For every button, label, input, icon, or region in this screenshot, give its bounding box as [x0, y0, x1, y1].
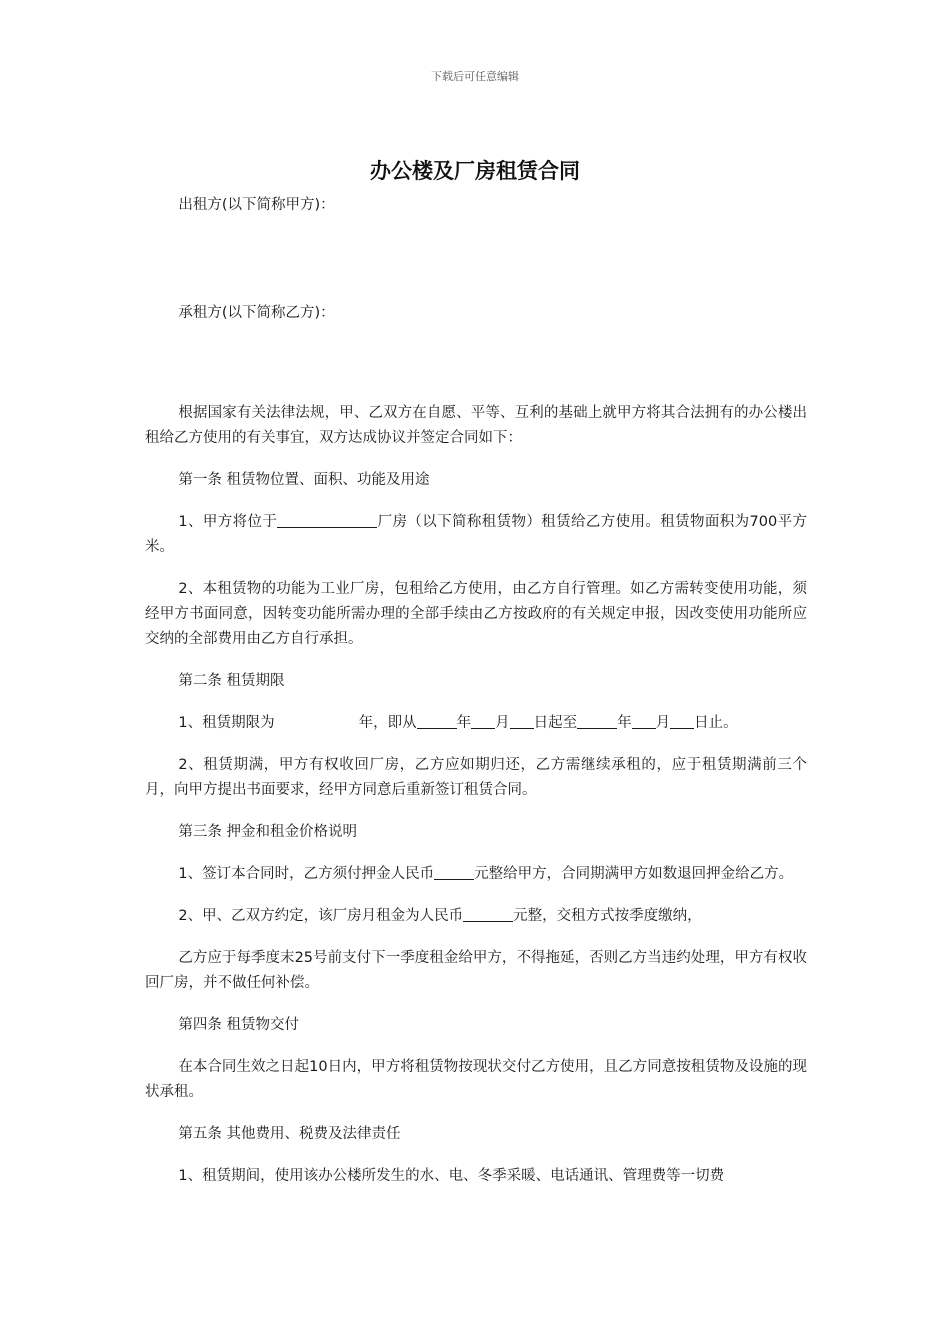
article-1-clause-2: 2、本租赁物的功能为工业厂房，包租给乙方使用，由乙方自行管理。如乙方需转变使用功能，须经甲方书面同意，因转变功能所需办理的全部手续由乙方按政府的有关规定申报，因改变使用功能所应交纳的全部费用由乙方自行承担。 — [145, 581, 807, 647]
clause-text: 月 — [495, 715, 510, 731]
article-3-heading: 第三条 押金和租金价格说明 — [178, 824, 357, 840]
start-month-blank[interactable] — [471, 712, 495, 729]
start-year-blank[interactable] — [417, 712, 457, 729]
page-header: 下载后可任意编辑 — [431, 70, 519, 83]
article-2-clause-1 — [145, 711, 807, 736]
article-4-clause-1: 在本合同生效之日起10日内，甲方将租赁物按现状交付乙方使用，且乙方同意按租赁物及设施的现状承租。 — [145, 1059, 807, 1100]
lessor-blank-space — [145, 218, 807, 301]
clause-text: 月 — [655, 715, 671, 731]
clause-text: 1、租赁期限为 — [178, 715, 275, 731]
end-month-blank[interactable] — [632, 712, 656, 729]
article-4-heading: 第四条 租赁物交付 — [178, 1017, 299, 1033]
clause-text: 日止。 — [694, 715, 738, 731]
clause-text: 年 — [617, 715, 632, 731]
end-day-blank[interactable] — [670, 712, 694, 729]
rent-amount-blank[interactable] — [463, 905, 513, 922]
lessor-line: 出租方(以下简称甲方)： — [178, 197, 335, 213]
article-3-clause-3: 乙方应于每季度末25号前支付下一季度租金给甲方，不得拖延，否则乙方当违约处理，甲方有权收回厂房，并不做任何补偿。 — [145, 950, 807, 991]
clause-text: 年，即从 — [358, 715, 417, 731]
clause-text: 2、甲、乙双方约定，该厂房月租金为人民币 — [178, 908, 464, 924]
start-day-blank[interactable] — [510, 712, 534, 729]
clause-text: 元整，交租方式按季度缴纳， — [513, 908, 702, 924]
clause-text: 1、签订本合同时，乙方须付押金人民币 — [178, 866, 435, 882]
article-1-heading: 第一条 租赁物位置、面积、功能及用途 — [178, 472, 430, 488]
clause-text: 1、甲方将位于 — [178, 514, 278, 530]
article-3-clause-2 — [145, 904, 807, 929]
clause-text: 元整给甲方，合同期满甲方如数退回押金给乙方。 — [474, 866, 794, 882]
lessee-blank-space — [145, 326, 807, 401]
document-body — [145, 193, 807, 1206]
article-2-heading: 第二条 租赁期限 — [178, 673, 285, 689]
clause-text: 日起至 — [533, 715, 578, 731]
article-2-clause-2: 2、租赁期满，甲方有权收回厂房，乙方应如期归还，乙方需继续承租的，应于租赁期满前三个月，向甲方提出书面要求，经甲方同意后重新签订租赁合同。 — [145, 757, 807, 798]
document-title: 办公楼及厂房租赁合同 — [370, 159, 580, 183]
end-year-blank[interactable] — [577, 712, 617, 729]
article-5-heading: 第五条 其他费用、税费及法律责任 — [178, 1126, 401, 1142]
article-5-clause-1: 1、租赁期间，使用该办公楼所发生的水、电、冬季采暖、电话通讯、管理费等一切费 — [178, 1168, 725, 1184]
deposit-amount-blank[interactable] — [434, 863, 474, 880]
location-blank[interactable] — [277, 511, 377, 528]
article-1-clause-1 — [145, 510, 807, 560]
clause-text: 年 — [456, 715, 472, 731]
lessee-line: 承租方(以下简称乙方)： — [178, 305, 335, 321]
clause-text: 厂房（以下简称租赁物）租赁给乙方使用。租赁物面积为700平方米。 — [145, 514, 807, 555]
article-3-clause-1 — [145, 862, 807, 887]
preamble-paragraph: 根据国家有关法律法规，甲、乙双方在自愿、平等、互利的基础上就甲方将其合法拥有的办公楼出租给乙方使用的有关事宜，双方达成协议并签定合同如下： — [145, 405, 807, 446]
